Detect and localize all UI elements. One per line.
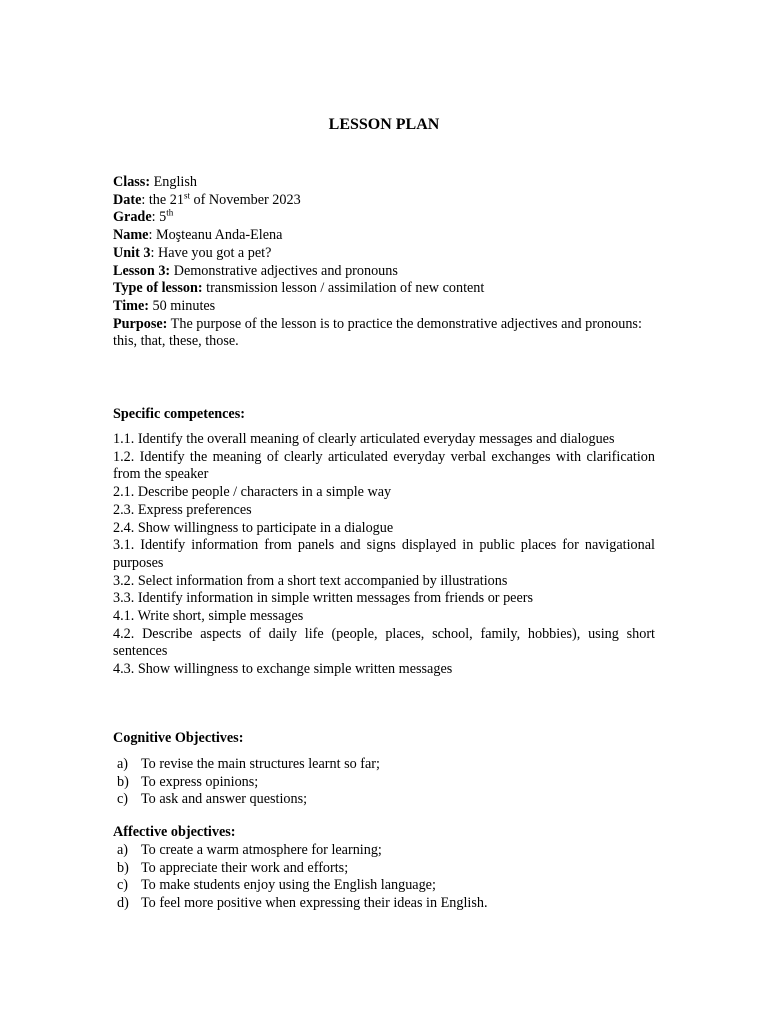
info-time [113, 298, 655, 316]
list-item [113, 791, 655, 809]
list-item-text: To make students enjoy using the English language; [141, 877, 436, 894]
list-marker: b) [117, 859, 129, 876]
list-item-text: To express opinions; [141, 773, 259, 790]
competence-item: 4.1. Write short, simple messages [113, 608, 304, 625]
affective-list [113, 842, 655, 913]
info-value: : the 21 [141, 191, 184, 208]
info-label: Date [113, 191, 142, 208]
competence-item: 3.1. Identify information from panels and signs displayed in public places for navigational purposes [113, 537, 655, 571]
info-grade [113, 209, 655, 227]
info-label: Class: [113, 174, 151, 190]
list-marker: d) [117, 895, 129, 912]
info-label: Type of lesson: [113, 280, 203, 297]
list-item-text: To appreciate their work and efforts; [141, 859, 349, 876]
info-value: English [150, 174, 197, 190]
info-value: 50 minutes [149, 297, 216, 314]
page-title: LESSON PLAN [328, 116, 440, 133]
list-item [113, 860, 655, 878]
info-value: Demonstrative adjectives and pronouns [170, 262, 398, 279]
info-value: The purpose of the lesson is to practice the demonstrative adjectives and pronouns: this, that, these, those. [113, 315, 642, 350]
cognitive-list [113, 756, 655, 809]
info-label: Time: [113, 297, 149, 314]
lesson-info [113, 174, 655, 351]
list-marker: a) [117, 842, 129, 858]
competence-item: 2.4. Show willingness to participate in a dialogue [113, 519, 394, 536]
info-label: Lesson 3: [113, 262, 171, 279]
info-label: Name [113, 227, 149, 244]
list-marker: c) [117, 791, 129, 808]
list-item [113, 842, 655, 860]
info-purpose [113, 316, 655, 351]
competences-list [113, 431, 655, 679]
competence-item: 3.3. Identify information in simple written messages from friends or peers [113, 590, 534, 607]
list-item-text: To create a warm atmosphere for learning; [141, 842, 382, 858]
info-value: : 5 [151, 209, 167, 226]
info-superscript: th [166, 207, 174, 218]
list-item-text: To ask and answer questions; [141, 791, 308, 808]
cognitive-heading: Cognitive Objectives: [113, 730, 244, 746]
list-item [113, 877, 655, 895]
info-value: : Have you got a pet? [150, 244, 272, 261]
list-item [113, 774, 655, 792]
list-item-text: To feel more positive when expressing their ideas in English. [141, 895, 488, 912]
list-item [113, 895, 655, 913]
list-item-text: To revise the main structures learnt so far; [141, 756, 380, 772]
competences-heading: Specific competences: [113, 406, 245, 422]
info-label: Unit 3 [113, 244, 151, 261]
list-marker: a) [117, 756, 129, 772]
list-marker: b) [117, 773, 129, 790]
affective-heading: Affective objectives: [113, 824, 236, 840]
list-marker: c) [117, 877, 129, 894]
info-lesson [113, 263, 655, 281]
competence-item: 4.3. Show willingness to exchange simple written messages [113, 661, 453, 678]
info-superscript: st [183, 189, 190, 200]
competence-item: 4.2. Describe aspects of daily life (people, places, school, family, hobbies), using short sentences [113, 625, 655, 660]
info-value: : Moşteanu Anda-Elena [148, 227, 283, 244]
competence-item: 1.2. Identify the meaning of clearly articulated everyday verbal exchanges with clarification from the speaker [113, 448, 655, 483]
competence-item: 1.1. Identify the overall meaning of clearly articulated everyday messages and dialogues [113, 431, 615, 447]
competence-item: 3.2. Select information from a short text accompanied by illustrations [113, 572, 508, 589]
info-date [113, 189, 655, 210]
info-label: Grade [113, 209, 152, 226]
list-item [113, 756, 655, 774]
info-type [113, 280, 655, 298]
info-value: transmission lesson / assimilation of new content [202, 280, 485, 297]
info-value: of November 2023 [189, 191, 301, 208]
info-class [113, 174, 655, 192]
info-label: Purpose: [113, 315, 168, 332]
info-unit [113, 245, 655, 263]
info-name [113, 227, 655, 245]
competence-item: 2.3. Express preferences [113, 501, 252, 518]
competence-item: 2.1. Describe people / characters in a simple way [113, 484, 392, 501]
